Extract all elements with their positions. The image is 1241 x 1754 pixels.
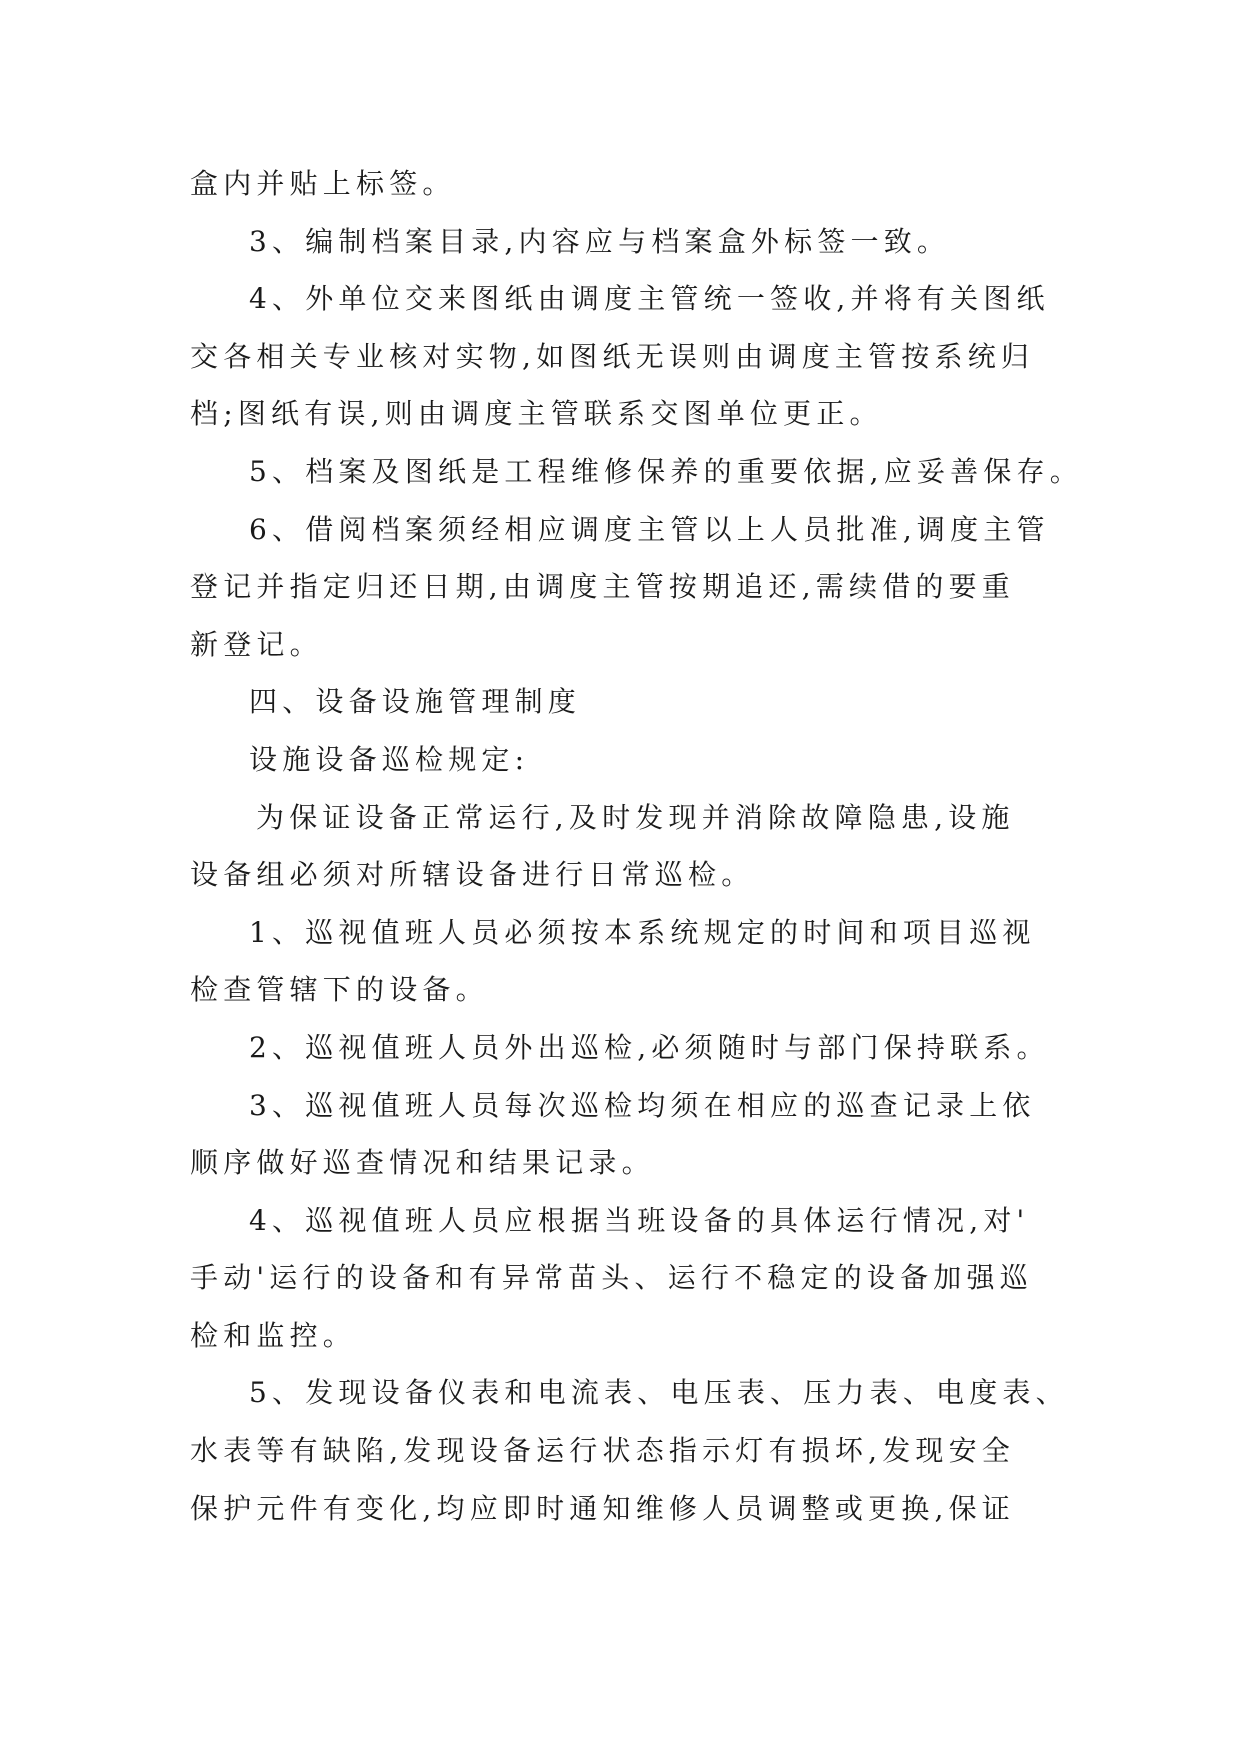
text-line: 设施设备巡检规定: xyxy=(249,742,530,776)
text-line: 3、编制档案目录,内容应与档案盒外标签一致。 xyxy=(249,224,951,258)
text-line: 3、巡视值班人员每次巡检均须在相应的巡查记录上依 xyxy=(249,1088,1036,1122)
text-line: 为保证设备正常运行,及时发现并消除故障隐患,设施 xyxy=(256,800,1015,834)
text-line: 交各相关专业核对实物,如图纸无误则由调度主管按系统归 xyxy=(190,339,1035,373)
text-line: 顺序做好巡查情况和结果记录。 xyxy=(190,1146,655,1180)
text-line: 4、外单位交来图纸由调度主管统一签收,并将有关图纸 xyxy=(249,282,1050,316)
text-line: 1、巡视值班人员必须按本系统规定的时间和项目巡视 xyxy=(249,915,1036,949)
text-line: 6、借阅档案须经相应调度主管以上人员批准,调度主管 xyxy=(249,512,1050,546)
text-line: 2、巡视值班人员外出巡检,必须随时与部门保持联系。 xyxy=(249,1030,1050,1064)
text-line: 档;图纸有误,则由调度主管联系交图单位更正。 xyxy=(190,397,883,431)
text-line: 设备组必须对所辖设备进行日常巡检。 xyxy=(190,858,755,892)
document-body xyxy=(190,155,1083,1537)
text-line: 检查管辖下的设备。 xyxy=(190,973,489,1007)
text-line: 5、档案及图纸是工程维修保养的重要依据,应妥善保存。 xyxy=(249,454,1083,488)
text-line: 5、发现设备仪表和电流表、电压表、压力表、电度表、 xyxy=(249,1376,1069,1410)
text-line: 新登记。 xyxy=(190,627,323,661)
text-line: 水表等有缺陷,发现设备运行状态指示灯有损坏,发现安全 xyxy=(190,1434,1016,1468)
text-line: 登记并指定归还日期,由调度主管按期追还,需续借的要重 xyxy=(190,570,1016,604)
text-line: 保护元件有变化,均应即时通知维修人员调整或更换,保证 xyxy=(190,1491,1016,1525)
text-line: 四、设备设施管理制度 xyxy=(249,685,582,719)
text-line: 检和监控。 xyxy=(190,1318,357,1352)
text-line: 盒内并贴上标签。 xyxy=(190,167,456,200)
text-line: 4、巡视值班人员应根据当班设备的具体运行情况,对' xyxy=(249,1203,1030,1237)
text-line: 手动'运行的设备和有异常苗头、运行不稳定的设备加强巡 xyxy=(190,1261,1033,1295)
